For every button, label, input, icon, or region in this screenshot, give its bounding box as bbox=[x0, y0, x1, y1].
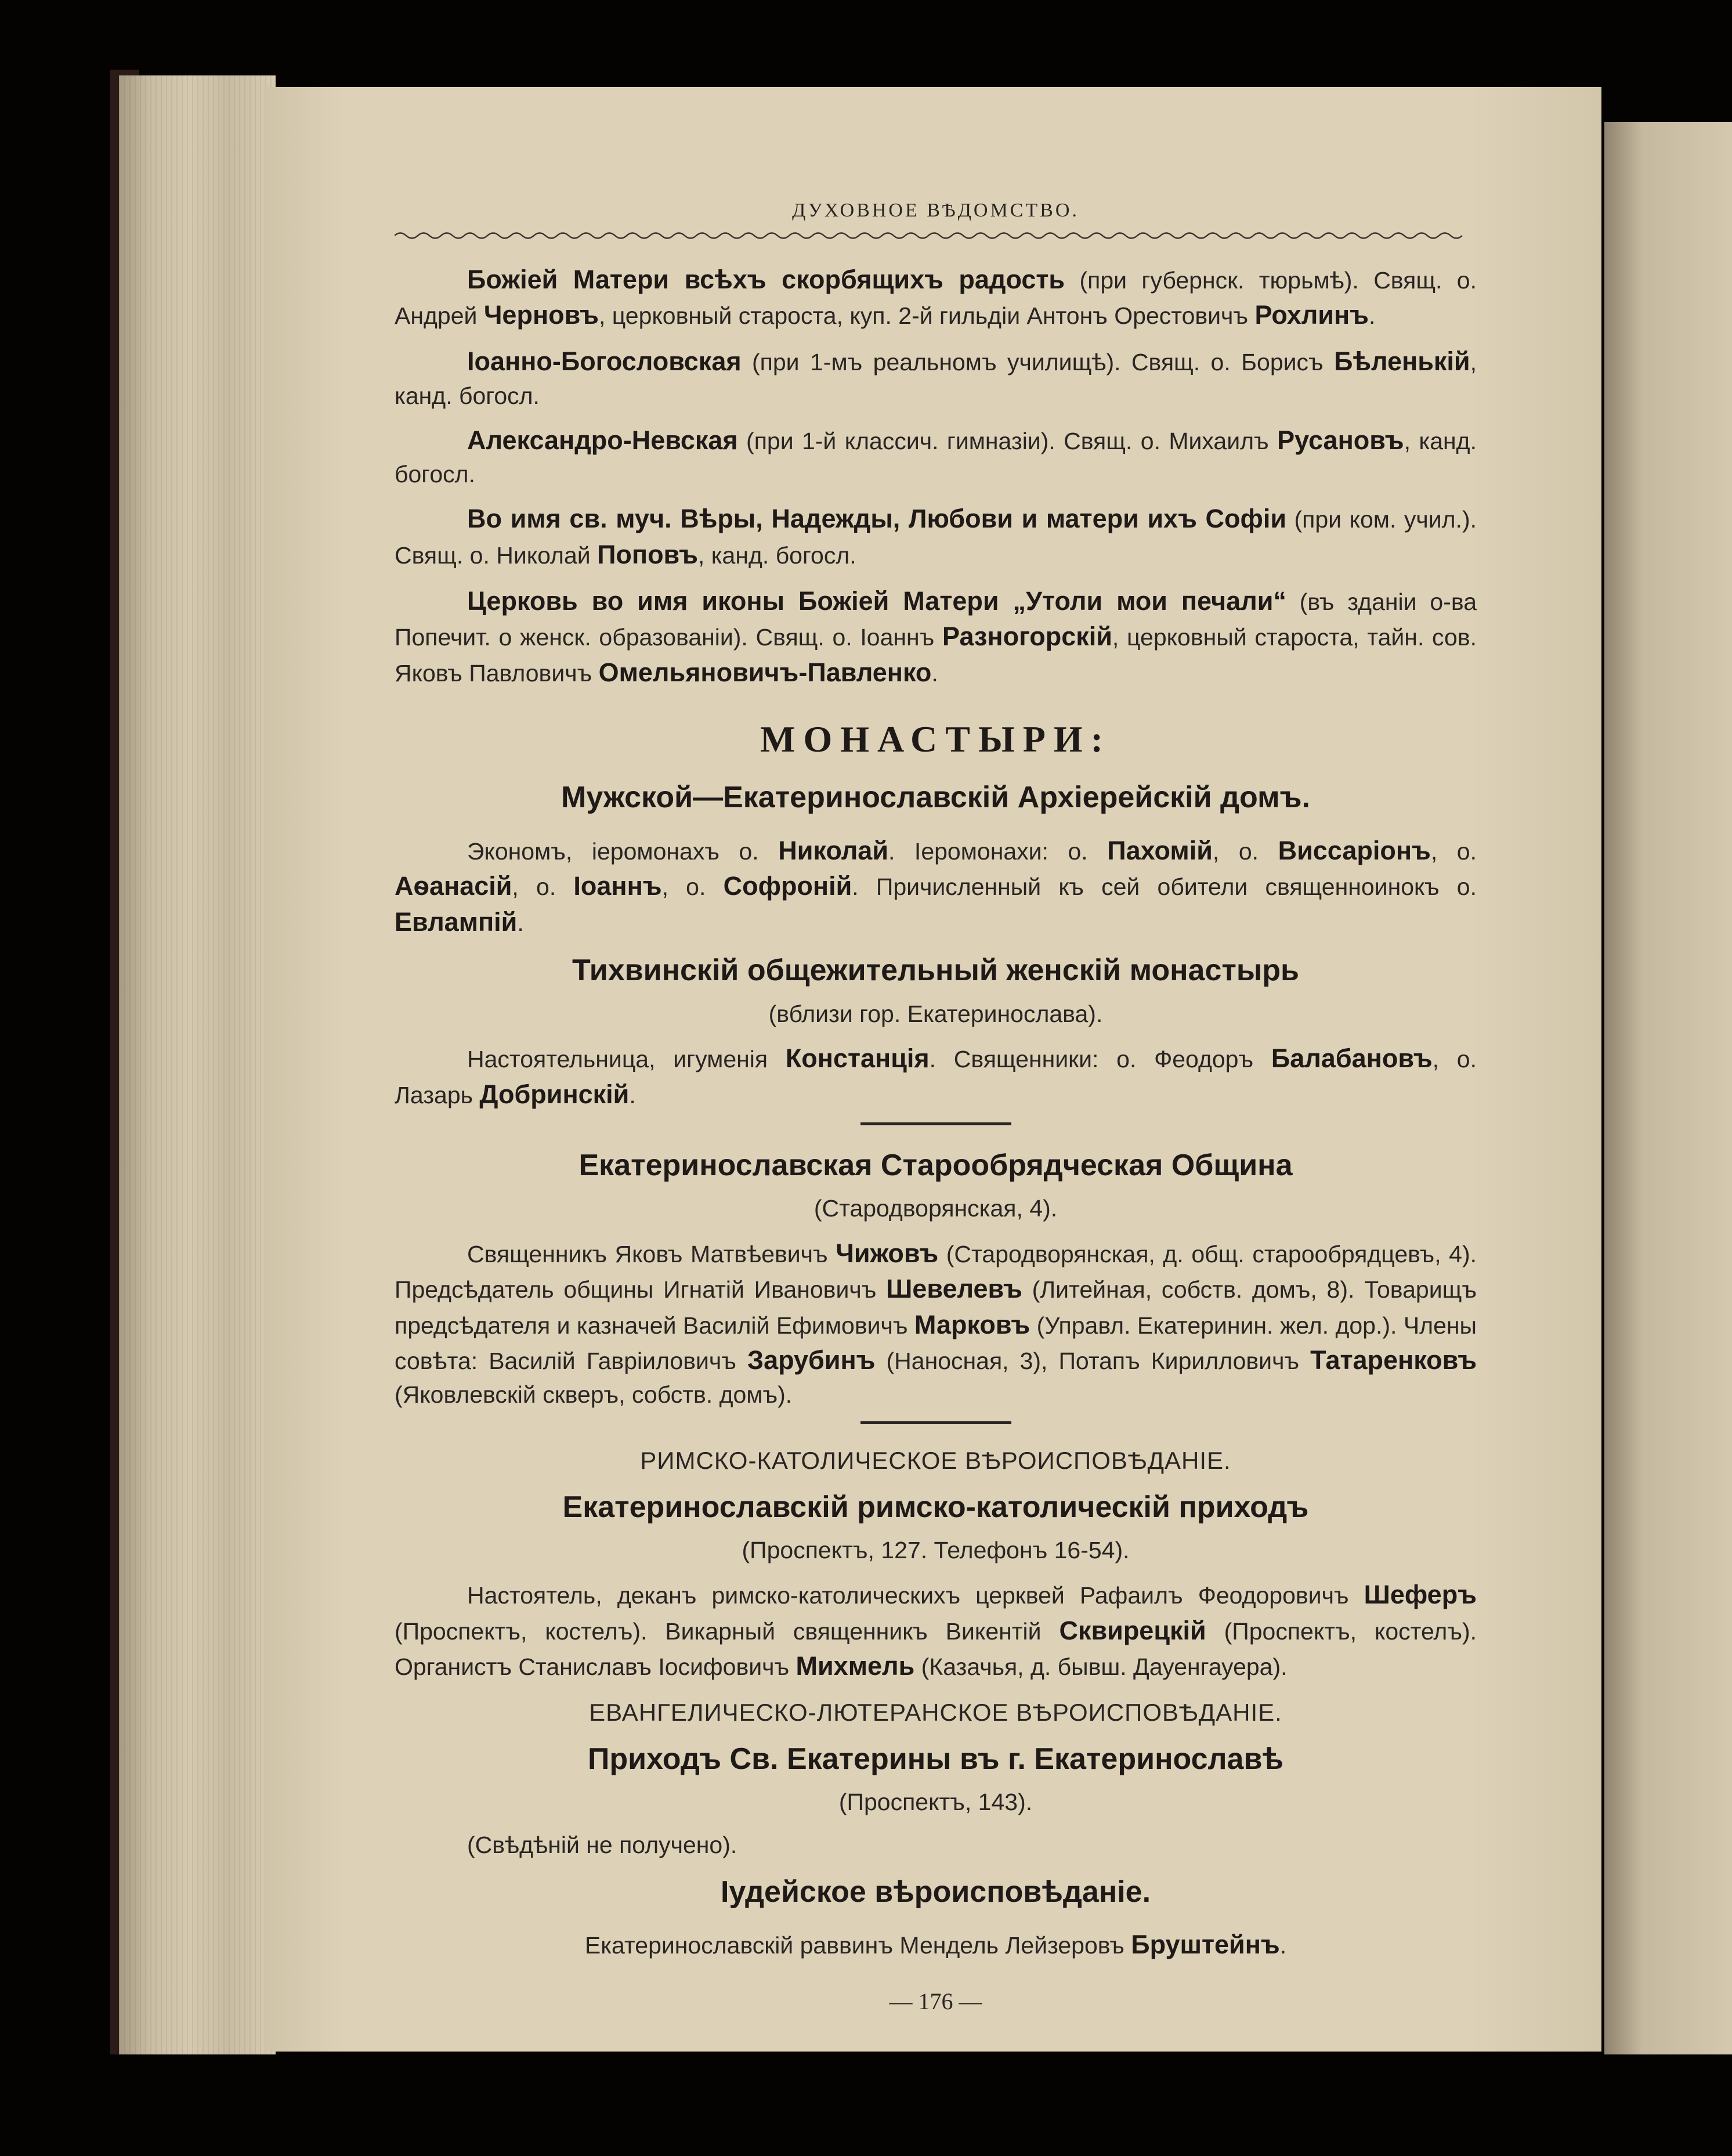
community-entry: Священникъ Яковъ Матвѣевичъ Чижовъ (Стародворянская, д. общ. старообрядцевъ, 4). Предсѣдатель общины Игнатій Ивановичъ Шевелевъ (Литейная, собств. домъ, 8). Товарищъ предсѣдателя и казначей Василій Ефимовичъ Марковъ (Управл. Екатеринин. жел. дор.). Члены совѣта: Василій Гавріиловичъ Зарубинъ (Наносная, 3), Потапъ Кирилловичъ Татаренковъ (Яковлевскій скверъ, собств. домъ). bbox=[395, 1238, 1477, 1409]
parish-address: (Проспектъ, 143). bbox=[838, 1788, 1033, 1815]
monastery-location: (вблизи гор. Екатеринослава). bbox=[768, 1000, 1103, 1027]
church-entry: Божіей Матери всѣхъ скорбящихъ радость (при губернск. тюрьмѣ). Свящ. о. Андрей Черновъ, церковный староста, куп. 2-й гильдіи Антонъ Орестовичъ Рохлинъ. bbox=[395, 264, 1477, 330]
wavy-rule bbox=[395, 228, 1477, 243]
church-entry: Іоанно-Богословская (при 1-мъ реальномъ училищѣ). Свящ. о. Борисъ Бѣленькій, канд. богосл. bbox=[395, 346, 1477, 409]
monastery-entry: Настоятельница, игуменія Констанція. Священники: о. Феодоръ Балабановъ, о. Лазарь Добринскій. bbox=[395, 1043, 1477, 1109]
parish-entry: (Свѣдѣній не получено). bbox=[467, 1832, 737, 1859]
church-entry: Александро-Невская (при 1-й классич. гимназіи). Свящ. о. Михаилъ Русановъ, канд. богосл. bbox=[395, 425, 1477, 488]
monastery-title: Тихвинскій общежительный женскій монастырь bbox=[572, 954, 1299, 988]
page-stack bbox=[119, 75, 276, 2054]
divider bbox=[860, 1122, 1011, 1125]
parish-title: Екатеринославскій римско-католическій приходъ bbox=[562, 1490, 1309, 1524]
divider bbox=[860, 1421, 1011, 1424]
parish-entry: Настоятель, деканъ римско-католическихъ церквей Рафаилъ Феодоровичъ Шеферъ (Проспектъ, костелъ). Викарный священникъ Викентій Сквирецкій (Проспектъ, костелъ). Органистъ Станиславъ Іосифовичъ Михмель (Казачья, д. бывш. Дауенгауера). bbox=[395, 1580, 1477, 1681]
church-entry: Церковь во имя иконы Божіей Матери „Утоли мои печали“ (въ зданіи о-ва Попечит. о женск. образованіи). Свящ. о. Іоаннъ Разногорскій, церковный староста, тайн. сов. Яковъ Павловичъ Омельяновичъ-Павленко. bbox=[395, 586, 1477, 688]
community-address: (Стародворянская, 4). bbox=[813, 1195, 1058, 1222]
rabbi-entry: Екатеринославскій раввинъ Мендель Лейзеровъ Бруштейнъ. bbox=[584, 1930, 1287, 1960]
monastery-title: Мужской—Екатеринославскій Архіерейскій домъ. bbox=[561, 781, 1310, 815]
parish-address: (Проспектъ, 127. Телефонъ 16-54). bbox=[742, 1537, 1130, 1564]
running-head: ДУХОВНОЕ ВѢДОМСТВО. bbox=[792, 200, 1079, 221]
page-content bbox=[395, 197, 1477, 2018]
parish-title: Приходъ Св. Екатерины въ г. Екатеринославѣ bbox=[588, 1742, 1283, 1776]
monastery-entry: Экономъ, іеромонахъ о. Николай. Іеромонахи: о. Пахомій, о. Виссаріонъ, о. Аѳанасій, о. Іоаннъ, о. Софроній. Причисленный къ сей обители священноинокъ о. Евлампій. bbox=[395, 835, 1477, 937]
page-number: — 176 — bbox=[889, 1988, 982, 2015]
section-heading-monasteries: МОНАСТЫРИ: bbox=[760, 718, 1111, 760]
confession-heading: ЕВАНГЕЛИЧЕСКО-ЛЮТЕРАНСКОЕ ВѢРОИСПОВѢДАНІЕ. bbox=[589, 1699, 1282, 1727]
confession-heading: РИМСКО-КАТОЛИЧЕСКОЕ ВѢРОИСПОВѢДАНІЕ. bbox=[640, 1447, 1231, 1475]
community-title: Екатеринославская Старообрядческая Община bbox=[578, 1149, 1293, 1183]
church-entry: Во имя св. муч. Вѣры, Надежды, Любови и матери ихъ Софіи (при ком. учил.). Свящ. о. Николай Поповъ, канд. богосл. bbox=[395, 504, 1477, 570]
facing-page-edge bbox=[1604, 122, 1732, 2054]
confession-title: Іудейское вѣроисповѣданіе. bbox=[720, 1875, 1151, 1909]
